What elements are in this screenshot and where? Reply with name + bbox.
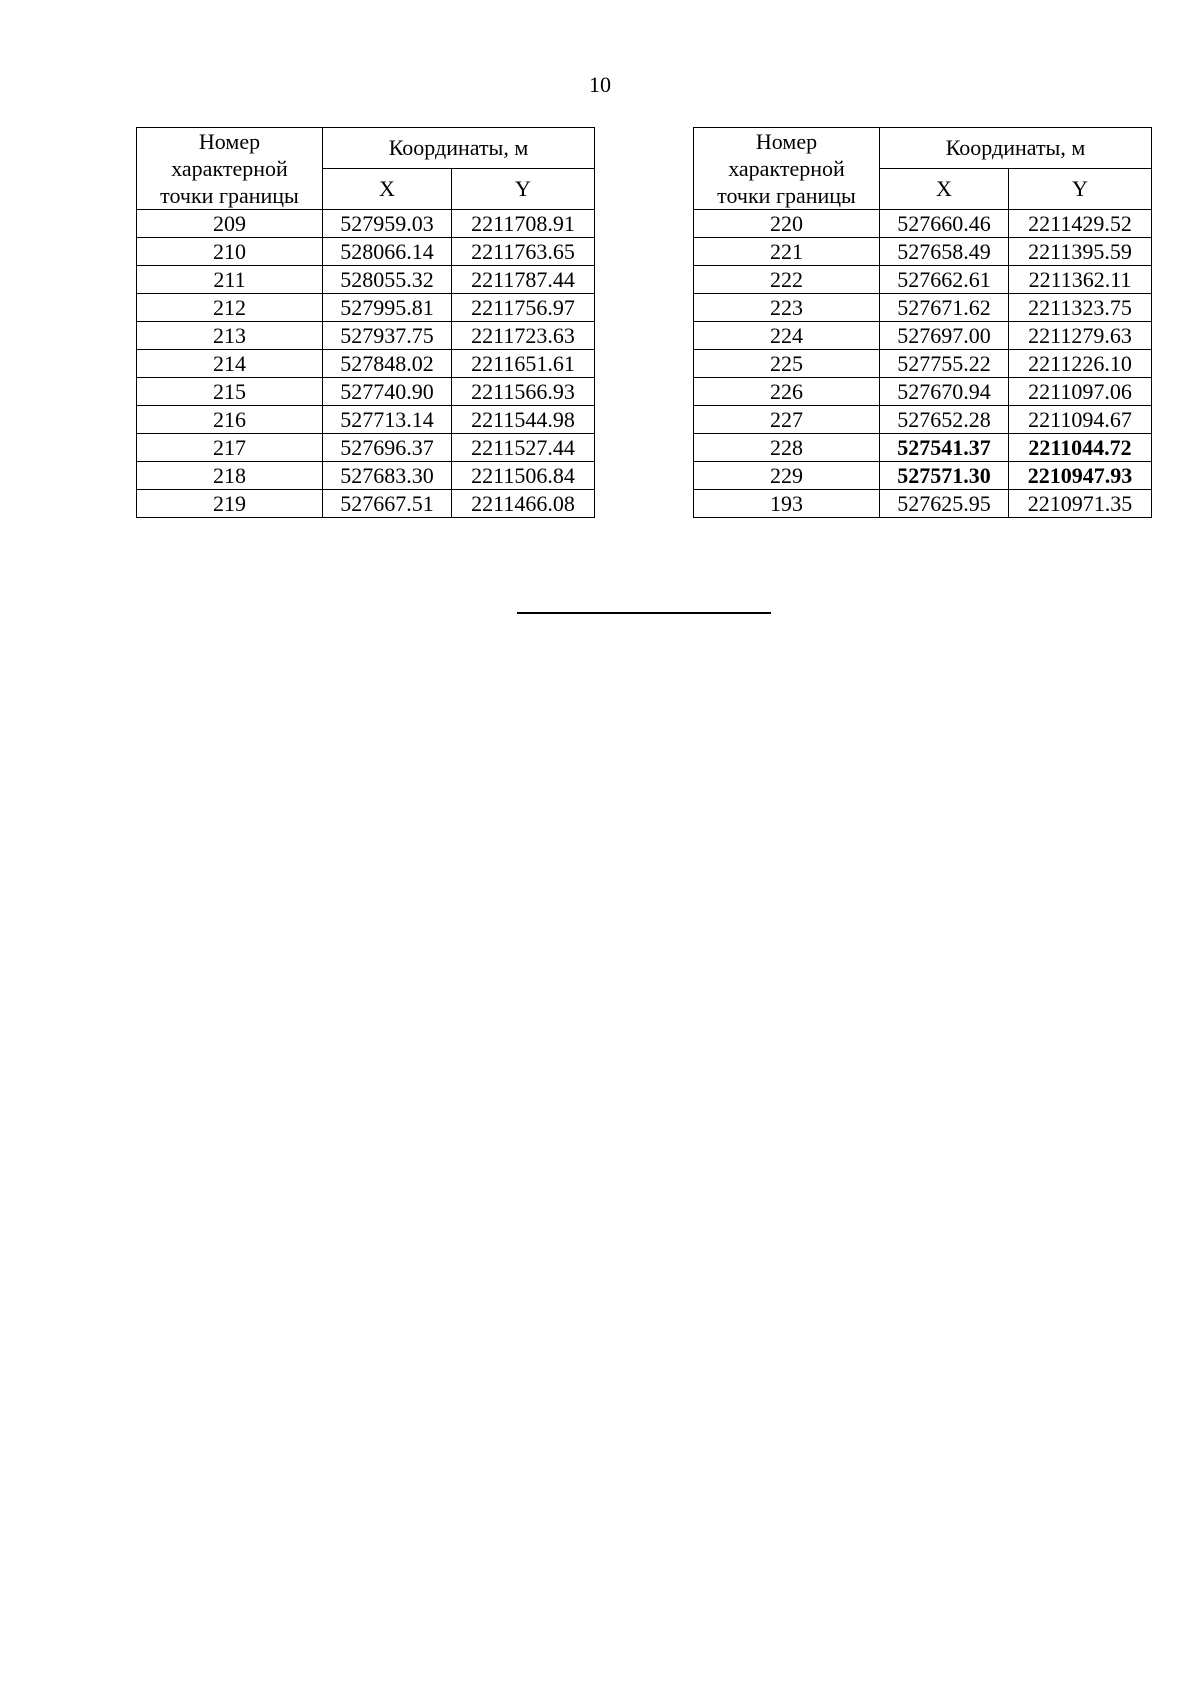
table-row [137, 378, 595, 406]
x-coordinate-cell: 527740.90 [323, 378, 452, 406]
point-number-cell: 224 [694, 322, 880, 350]
header-coordinates: Координаты, м [880, 128, 1152, 169]
y-coordinate-cell: 2211226.10 [1009, 350, 1152, 378]
y-coordinate-cell: 2211466.08 [452, 490, 595, 518]
x-coordinate-cell: 528055.32 [323, 266, 452, 294]
table-row [694, 434, 1152, 462]
table-row [694, 210, 1152, 238]
point-number-cell: 215 [137, 378, 323, 406]
table-row [694, 322, 1152, 350]
table-row [137, 434, 595, 462]
table-row [137, 210, 595, 238]
x-coordinate-cell: 527697.00 [880, 322, 1009, 350]
y-coordinate-cell: 2210971.35 [1009, 490, 1152, 518]
x-coordinate-cell: 527541.37 [880, 434, 1009, 462]
y-coordinate-cell: 2211279.63 [1009, 322, 1152, 350]
y-coordinate-cell: 2211763.65 [452, 238, 595, 266]
x-coordinate-cell: 527625.95 [880, 490, 1009, 518]
y-coordinate-cell: 2211097.06 [1009, 378, 1152, 406]
point-number-cell: 216 [137, 406, 323, 434]
point-number-cell: 210 [137, 238, 323, 266]
point-number-cell: 217 [137, 434, 323, 462]
header-point-number-line: точки границы [717, 183, 856, 208]
header-y: Y [1009, 169, 1152, 210]
table-row [137, 238, 595, 266]
table-row [694, 462, 1152, 490]
x-coordinate-cell: 527713.14 [323, 406, 452, 434]
header-point-number [137, 128, 323, 210]
table-row [694, 490, 1152, 518]
point-number-cell: 193 [694, 490, 880, 518]
table-row [137, 266, 595, 294]
y-coordinate-cell: 2211708.91 [452, 210, 595, 238]
table-row [694, 238, 1152, 266]
coordinates-table-right [693, 127, 1152, 518]
y-coordinate-cell: 2211787.44 [452, 266, 595, 294]
header-x: X [323, 169, 452, 210]
table-row [694, 294, 1152, 322]
table-row [137, 462, 595, 490]
x-coordinate-cell: 527696.37 [323, 434, 452, 462]
point-number-cell: 221 [694, 238, 880, 266]
x-coordinate-cell: 527755.22 [880, 350, 1009, 378]
point-number-cell: 211 [137, 266, 323, 294]
table-row [694, 266, 1152, 294]
y-coordinate-cell: 2211323.75 [1009, 294, 1152, 322]
point-number-cell: 219 [137, 490, 323, 518]
x-coordinate-cell: 527662.61 [880, 266, 1009, 294]
x-coordinate-cell: 527660.46 [880, 210, 1009, 238]
x-coordinate-cell: 527571.30 [880, 462, 1009, 490]
coordinates-table-left [136, 127, 595, 518]
table-row [137, 322, 595, 350]
point-number-cell: 226 [694, 378, 880, 406]
x-coordinate-cell: 527652.28 [880, 406, 1009, 434]
table-row [694, 378, 1152, 406]
point-number-cell: 209 [137, 210, 323, 238]
point-number-cell: 223 [694, 294, 880, 322]
point-number-cell: 229 [694, 462, 880, 490]
table-row [137, 294, 595, 322]
table-row [137, 406, 595, 434]
y-coordinate-cell: 2211044.72 [1009, 434, 1152, 462]
header-y: Y [452, 169, 595, 210]
y-coordinate-cell: 2211362.11 [1009, 266, 1152, 294]
header-coordinates: Координаты, м [323, 128, 595, 169]
x-coordinate-cell: 527848.02 [323, 350, 452, 378]
x-coordinate-cell: 527995.81 [323, 294, 452, 322]
point-number-cell: 213 [137, 322, 323, 350]
header-point-number-line: характерной [171, 156, 288, 181]
y-coordinate-cell: 2210947.93 [1009, 462, 1152, 490]
page-number: 10 [589, 72, 611, 97]
header-point-number-line: Номер [755, 129, 818, 154]
y-coordinate-cell: 2211395.59 [1009, 238, 1152, 266]
header-x: X [880, 169, 1009, 210]
x-coordinate-cell: 527671.62 [880, 294, 1009, 322]
y-coordinate-cell: 2211723.63 [452, 322, 595, 350]
y-coordinate-cell: 2211429.52 [1009, 210, 1152, 238]
table-row [137, 490, 595, 518]
point-number-cell: 214 [137, 350, 323, 378]
x-coordinate-cell: 527658.49 [880, 238, 1009, 266]
y-coordinate-cell: 2211651.61 [452, 350, 595, 378]
point-number-cell: 222 [694, 266, 880, 294]
y-coordinate-cell: 2211506.84 [452, 462, 595, 490]
point-number-cell: 212 [137, 294, 323, 322]
x-coordinate-cell: 527937.75 [323, 322, 452, 350]
table-row [694, 406, 1152, 434]
header-point-number [694, 128, 880, 210]
y-coordinate-cell: 2211756.97 [452, 294, 595, 322]
x-coordinate-cell: 527667.51 [323, 490, 452, 518]
x-coordinate-cell: 527683.30 [323, 462, 452, 490]
header-point-number-line: точки границы [160, 183, 299, 208]
point-number-cell: 218 [137, 462, 323, 490]
y-coordinate-cell: 2211544.98 [452, 406, 595, 434]
point-number-cell: 220 [694, 210, 880, 238]
y-coordinate-cell: 2211094.67 [1009, 406, 1152, 434]
point-number-cell: 228 [694, 434, 880, 462]
y-coordinate-cell: 2211566.93 [452, 378, 595, 406]
table-row [137, 350, 595, 378]
y-coordinate-cell: 2211527.44 [452, 434, 595, 462]
header-point-number-line: Номер [198, 129, 261, 154]
x-coordinate-cell: 527959.03 [323, 210, 452, 238]
table-body [694, 210, 1152, 518]
x-coordinate-cell: 528066.14 [323, 238, 452, 266]
end-divider-line [517, 612, 771, 614]
x-coordinate-cell: 527670.94 [880, 378, 1009, 406]
header-point-number-line: характерной [728, 156, 845, 181]
point-number-cell: 227 [694, 406, 880, 434]
table-row [694, 350, 1152, 378]
point-number-cell: 225 [694, 350, 880, 378]
table-body [137, 210, 595, 518]
